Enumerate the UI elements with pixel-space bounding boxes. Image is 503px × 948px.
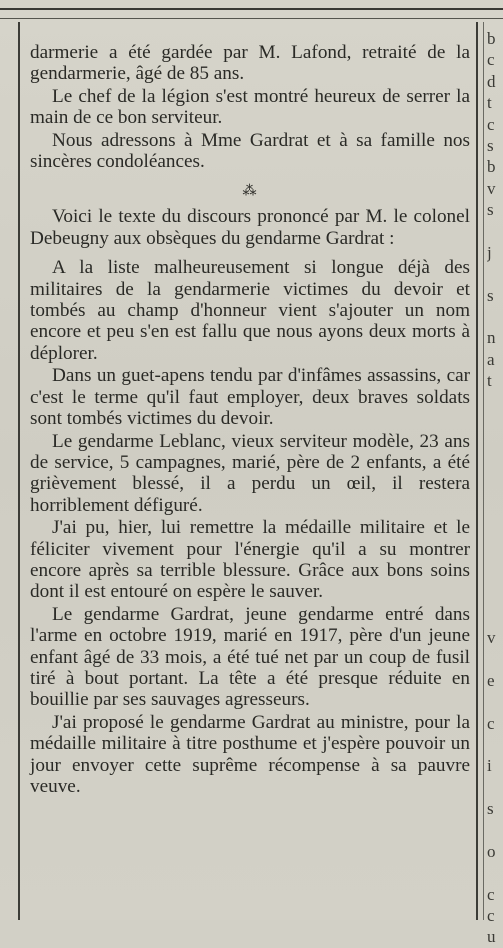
edge-fragment bbox=[487, 862, 503, 883]
edge-fragment: c bbox=[487, 114, 495, 134]
edge-fragment bbox=[487, 734, 503, 755]
edge-fragment: o bbox=[487, 841, 496, 861]
edge-fragment: v bbox=[487, 627, 496, 647]
edge-fragment bbox=[487, 520, 503, 541]
edge-fragment: v bbox=[487, 178, 496, 198]
edge-fragment bbox=[487, 477, 503, 498]
speech-paragraph-1: A la liste malheureusement si longue déjà des militaires de la gendarmerie victimes du devoir et tombés au champ d'honneur vient s'ajouter un nom encore et peu s'en est fallu que nous ayons deux morts à déplorer. bbox=[30, 257, 470, 364]
column-rule-right bbox=[476, 22, 478, 920]
edge-fragment bbox=[487, 777, 503, 798]
intro-paragraph-1: darmerie a été gardée par M. Lafond, retraité de la gendarmerie, âgé de 85 ans. bbox=[30, 42, 470, 85]
speech-lead-in: Voici le texte du discours prononcé par M. le colonel Debeugny aux obsèques du gendarme Gardrat : bbox=[30, 206, 470, 249]
edge-fragment bbox=[487, 263, 503, 284]
edge-fragment bbox=[487, 563, 503, 584]
edge-fragment bbox=[487, 434, 503, 455]
intro-paragraph-3: Nous adressons à Mme Gardrat et à sa famille nos sincères condoléances. bbox=[30, 129, 470, 173]
edge-fragment: b bbox=[487, 29, 496, 48]
speech-text bbox=[30, 257, 470, 797]
speech-paragraph-6: J'ai proposé le gendarme Gardrat au ministre, pour la médaille militaire à titre posthume et j'espère pouvoir un jour envoyer cette suprême récompense à sa pauvre veuve. bbox=[30, 711, 470, 797]
speech-paragraph-5: Le gendarme Gardrat, jeune gendarme entré dans l'arme en octobre 1919, marié en 1917, père d'un jeune enfant âgé de 33 mois, a été tué net par un coup de fusil tiré à bout portant. La tête a été presque réduite en bouillie par ses sauvages agresseurs. bbox=[30, 603, 470, 711]
edge-fragment: j bbox=[487, 242, 492, 262]
column-rule-left bbox=[18, 22, 20, 920]
edge-fragment: a bbox=[487, 349, 495, 369]
edge-fragment bbox=[487, 306, 503, 327]
article-column bbox=[30, 42, 470, 797]
edge-fragment: c bbox=[487, 50, 495, 70]
speech-paragraph-4: J'ai pu, hier, lui remettre la médaille militaire et le féliciter vivement pour l'énergie qu'il a su montrer encore après sa terrible blessure. Grâce aux bons soins dont il est entouré on espère le sauver. bbox=[30, 517, 470, 603]
edge-fragment: n bbox=[487, 328, 496, 348]
edge-fragment bbox=[487, 541, 503, 562]
edge-fragment: t bbox=[487, 371, 492, 391]
speech-paragraph-2: Dans un guet-apens tendu par d'infâmes assassins, car c'est le terme qu'il faut employer, deux braves soldats sont tombés victimes du devoir. bbox=[30, 365, 470, 430]
edge-fragment: b bbox=[487, 157, 496, 177]
edge-fragment bbox=[487, 819, 503, 840]
edge-fragment: c bbox=[487, 906, 495, 926]
edge-fragment bbox=[487, 606, 503, 627]
edge-fragment: d bbox=[487, 71, 496, 91]
top-rule bbox=[0, 8, 503, 10]
edge-fragment bbox=[487, 221, 503, 242]
edge-fragment: i bbox=[487, 756, 492, 776]
edge-fragment: c bbox=[487, 713, 495, 733]
edge-fragment bbox=[487, 691, 503, 712]
edge-fragment bbox=[487, 413, 503, 434]
edge-fragment: s bbox=[487, 285, 494, 305]
edge-fragment: s bbox=[487, 200, 494, 220]
edge-fragment: u bbox=[487, 927, 496, 947]
speech-paragraph-3: Le gendarme Leblanc, vieux serviteur modèle, 23 ans de service, 5 campagnes, marié, père de 2 enfants, a été grièvement blessé, il a perdu un œil, il restera horriblement défiguré. bbox=[30, 430, 470, 516]
edge-fragment: c bbox=[487, 884, 495, 904]
edge-fragment: e bbox=[487, 670, 495, 690]
edge-fragment: s bbox=[487, 799, 494, 819]
edge-fragment bbox=[487, 499, 503, 520]
column-rule-right-thin bbox=[483, 22, 484, 920]
asterism-separator: ⁂ bbox=[242, 184, 258, 200]
edge-fragment bbox=[487, 584, 503, 605]
edge-fragment bbox=[487, 456, 503, 477]
edge-fragment bbox=[487, 392, 503, 413]
intro-paragraph-2: Le chef de la légion s'est montré heureux de serrer la main de ce bon serviteur. bbox=[30, 85, 470, 129]
edge-fragment: t bbox=[487, 93, 492, 113]
adjacent-column-edge bbox=[487, 28, 503, 948]
edge-fragment: s bbox=[487, 135, 494, 155]
edge-fragment bbox=[487, 648, 503, 669]
top-rule-thin bbox=[0, 18, 503, 19]
